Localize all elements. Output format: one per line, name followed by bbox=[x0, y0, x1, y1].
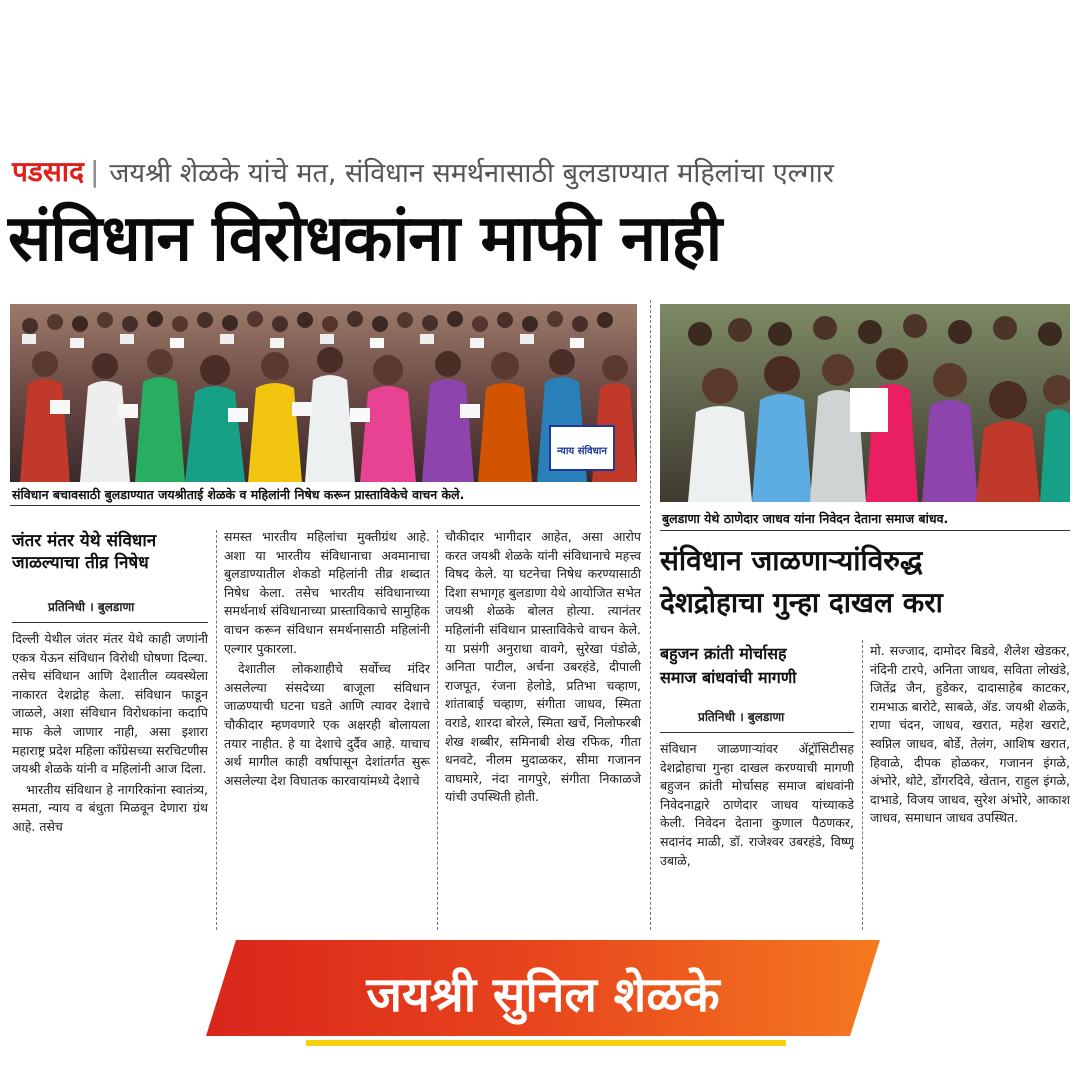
article1-col1-paragraph-2: भारतीय संविधान हे नागरिकांना स्वातंत्र्य, समता, न्याय व बंधुता मिळवून देणारा ग्रंथ आहे. तसेच bbox=[12, 781, 208, 834]
article2-subtitle-line1: बहुजन क्रांती मोर्चासह bbox=[660, 644, 787, 663]
article2-byline: प्रतिनिधी । बुलडाणा bbox=[698, 710, 785, 724]
photo-caption-left: संविधान बचावसाठी बुलडाण्यात जयश्रीताई शेळके व महिलांनी निषेध करून प्रास्ताविकेचे वाचन केले. bbox=[12, 487, 465, 502]
article2-column-1 bbox=[660, 740, 854, 928]
article1-byline: प्रतिनिधी । बुलडाणा bbox=[48, 600, 135, 614]
article2-subtitle-line2: समाज बांधवांची मागणी bbox=[660, 668, 797, 687]
article1-col3-paragraph-1: चौकीदार भागीदार आहेत, असा आरोप करत जयश्री शेळके यांनी संविधानाचे महत्त्व विषद केले. या घटनेचा निषेध करण्यासाठी दिशा सभागृह बुलडाणा येथे आयोजित सभेत जयश्री शेळके बोलत होत्या. त्यानंतर महिलांनी संविधान प्रास्ताविकेचे वाचन केले. या प्रसंगी अनुराधा वावगे, सुरेखा पंडोळे, अनिता पाटील, अर्चना उबरहंडे, दीपाली राजपूत, रंजना हेलोडे, प्रतिभा चव्हाण, शांताबाई चव्हाण, संगीता जाधव, स्मिता वराडे, शारदा बोरले, स्मिता खर्चे, निलोफरबी शेख शब्बीर, समिनाबी शेख रफिक, गीता धनवटे, नीलम मुदाळकर, सीमा गजानन वाघमारे, नंदा नागपुरे, संगीता निकाळजे यांची उपस्थिती होती. bbox=[445, 529, 641, 805]
crowd-photo-illustration bbox=[10, 304, 637, 482]
kicker-separator: | bbox=[89, 154, 100, 188]
photo-caption-right: बुलडाणा येथे ठाणेदार जाधव यांना निवेदन देताना समाज बांधव. bbox=[662, 511, 949, 526]
kicker-line bbox=[12, 150, 834, 192]
article2-subtitle bbox=[660, 642, 796, 690]
section-tag: पडसाद bbox=[12, 155, 84, 188]
article2-column-2 bbox=[870, 642, 1070, 928]
article2-title-line1: संविधान जाळणाऱ्यांविरुद्ध bbox=[660, 544, 923, 577]
article1-col2-paragraph-1: समस्त भारतीय महिलांचा मुक्तीग्रंथ आहे. अशा या भारतीय संविधानाचा अवमानाचा बुलडाण्यातील शेकडो महिलांनी तीव्र शब्दात निषेध केला. तसेच भारतीय संविधानाच्या समर्थनार्थ संविधानाच्या प्रास्ताविकाचे सामुहिक वाचन करून संविधान समर्थनासाठी महिलांनी एल्गार पुकारला. bbox=[224, 529, 430, 656]
article2-byline-rule bbox=[660, 732, 854, 733]
photo-memorandum-handover bbox=[660, 304, 1070, 502]
placard-text: न्याय संविधान bbox=[557, 446, 607, 457]
article1-title-line2: जाळल्याचा तीव्र निषेध bbox=[12, 553, 149, 573]
banner-underline bbox=[306, 1040, 786, 1046]
article1-title-line1: जंतर मंतर येथे संविधान bbox=[12, 531, 157, 551]
memorandum-paper bbox=[850, 388, 888, 432]
article2-title-line2: देशद्रोहाचा गुन्हा दाखल करा bbox=[660, 586, 943, 619]
article1-column-2 bbox=[224, 528, 430, 928]
caption-rule-right bbox=[660, 530, 1070, 531]
article1-col2-paragraph-2: देशातील लोकशाहीचे सर्वोच्च मंदिर असलेल्या संसदेच्या बाजूला संविधान जाळण्याची घटना घडते आणि त्यावर देशाचे चौकीदार म्हणवणारे एक अक्षरही बोलायला तयार नाहीत. हे या देशाचे दुर्दैव आहे. याचाच अर्थ मागील काही वर्षापासून देशांतर्गत सुरू असलेल्या देश विघातक कारवायांमध्ये देशाचे bbox=[224, 661, 430, 788]
column-divider-2 bbox=[437, 530, 438, 930]
article2-col1-paragraph: संविधान जाळणाऱ्यांवर ॲट्रॉसिटीसह देशद्रोहाचा गुन्हा दाखल करण्याची मागणी बहुजन क्रांती मोर्चासह समाज बांधवांनी निवेदनाद्वारे ठाणेदार जाधव यांच्याकडे केली. निवेदन देताना कुणाल पैठणकर, सदानंद माळी, डॉ. राजेश्वर उबरहंडे, विष्णू उबाळे, bbox=[660, 741, 854, 868]
photo-women-reading-preamble bbox=[10, 304, 637, 482]
column-divider-3 bbox=[862, 640, 863, 930]
article2-col2-paragraph: मो. सज्जाद, दामोदर बिडवे, शैलेश खेडकर, नंदिनी टारपे, अनिता जाधव, सविता लोखंडे, जितेंद्र जैन, हुडेकर, दादासाहेब काटकर, रामभाऊ बारोटे, साबळे, ॲड. जयश्री शेळके, राणा चंदन, जाधव, खरात, महेश खराटे, स्वप्निल जाधव, बोर्डे, तेलंग, आशिष खरात, हिवाळे, दीपक होळकर, गजानन इंगळे, अंभोरे, थोटे, डोंगरदिवे, खेतान, राहुल इंगळे, दाभाडे, विजय जाधव, सुरेश अंभोरे, आकाश जाधव, समाधान जाधव उपस्थित. bbox=[870, 643, 1070, 826]
group-photo-illustration bbox=[660, 304, 1070, 502]
caption-rule-left bbox=[10, 505, 640, 506]
article1-byline-rule bbox=[12, 622, 208, 623]
banner-name-text: जयश्री सुनिल शेळके bbox=[366, 967, 720, 1023]
column-divider-main bbox=[650, 300, 651, 930]
column-divider-1 bbox=[216, 530, 217, 930]
kicker-text: जयश्री शेळके यांचे मत, संविधान समर्थनासाठी बुलडाण्यात महिलांचा एल्गार bbox=[109, 157, 834, 189]
article1-column-3 bbox=[445, 528, 641, 928]
article2-title bbox=[660, 540, 943, 624]
article1-title bbox=[12, 530, 156, 574]
main-headline: संविधान विरोधकांना माफी नाही bbox=[8, 202, 722, 276]
article1-column-1 bbox=[12, 630, 208, 926]
article1-col1-paragraph-1: दिल्ली येथील जंतर मंतर येथे काही जणांनी एकत्र येऊन संविधान विरोधी घोषणा दिल्या. तसेच संविधान आणि देशातील व्यवस्थेला नाकारत देशद्रोह केला. संविधान फाडून जाळले, अशा संविधान विरोधकांना कदापि माफ केले जाणार नाही, असा इशारा महाराष्ट्र प्रदेश महिला काँग्रेसच्या सरचिटणीस जयश्री शेळके यांनी व महिलांनी आज दिला. bbox=[12, 631, 208, 777]
